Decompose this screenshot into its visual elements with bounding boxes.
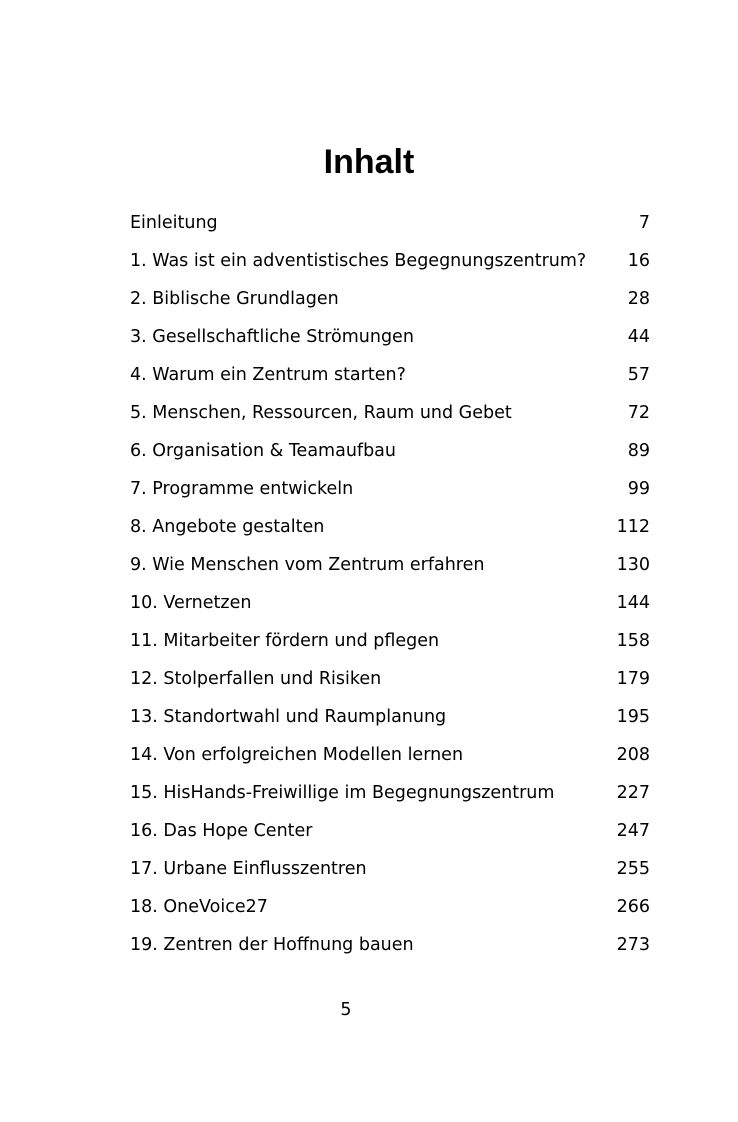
toc-entry-label: 11. Mitarbeiter fördern und pflegen — [130, 631, 440, 651]
toc-entry-chapter-5[interactable] — [130, 394, 650, 432]
toc-entry-label: 7. Programme entwickeln — [130, 479, 354, 499]
toc-entry-chapter-4[interactable] — [130, 356, 650, 394]
toc-entry-chapter-3[interactable] — [130, 318, 650, 356]
toc-entry-label: 3. Gesellschaftliche Strömungen — [130, 327, 414, 347]
toc-entry-label: 14. Von erfolgreichen Modellen lernen — [130, 745, 464, 765]
toc-entry-label: 4. Warum ein Zentrum starten? — [130, 365, 406, 385]
toc-entry-label: 19. Zentren der Hoffnung bauen — [130, 935, 414, 955]
toc-entry-label: 15. HisHands-Freiwillige im Begegnungszentrum — [130, 783, 555, 803]
toc-entry-page: 72 — [627, 403, 650, 423]
toc-entry-label: 5. Menschen, Ressourcen, Raum und Gebet — [130, 403, 512, 423]
toc-entry-label: 16. Das Hope Center — [130, 821, 313, 841]
toc-entry-chapter-17[interactable] — [130, 850, 650, 888]
toc-entry-label: 2. Biblische Grundlagen — [130, 289, 339, 309]
toc-entry-chapter-12[interactable] — [130, 660, 650, 698]
toc-entry-page: 195 — [616, 707, 650, 727]
toc-entry-page: 7 — [638, 213, 650, 233]
toc-entry-page: 144 — [616, 593, 650, 613]
toc-entry-label: 17. Urbane Einflusszentren — [130, 859, 367, 879]
toc-entry-chapter-19[interactable] — [130, 926, 650, 964]
toc-entry-chapter-18[interactable] — [130, 888, 650, 926]
toc-entry-chapter-13[interactable] — [130, 698, 650, 736]
toc-entry-page: 130 — [616, 555, 650, 575]
toc-entry-chapter-9[interactable] — [130, 546, 650, 584]
toc-entry-page: 208 — [616, 745, 650, 765]
toc-entry-chapter-11[interactable] — [130, 622, 650, 660]
toc-entry-label: 6. Organisation & Teamaufbau — [130, 441, 396, 461]
toc-entry-page: 99 — [627, 479, 650, 499]
page-title: Inhalt — [323, 143, 415, 181]
toc-entry-chapter-14[interactable] — [130, 736, 650, 774]
toc-entry-introduction[interactable] — [130, 204, 650, 242]
toc-entry-chapter-8[interactable] — [130, 508, 650, 546]
toc-entry-chapter-10[interactable] — [130, 584, 650, 622]
page-number: 5 — [340, 1000, 352, 1020]
toc-entry-label: 10. Vernetzen — [130, 593, 252, 613]
toc-entry-chapter-6[interactable] — [130, 432, 650, 470]
toc-entry-page: 89 — [627, 441, 650, 461]
toc-entry-chapter-1[interactable] — [130, 242, 650, 280]
table-of-contents — [130, 204, 650, 964]
toc-entry-chapter-16[interactable] — [130, 812, 650, 850]
toc-entry-label: 9. Wie Menschen vom Zentrum erfahren — [130, 555, 485, 575]
toc-entry-page: 255 — [616, 859, 650, 879]
toc-entry-label: Einleitung — [130, 213, 218, 233]
toc-entry-page: 179 — [616, 669, 650, 689]
toc-entry-label: 13. Standortwahl und Raumplanung — [130, 707, 447, 727]
toc-entry-page: 44 — [627, 327, 650, 347]
toc-entry-page: 158 — [616, 631, 650, 651]
toc-entry-page: 247 — [616, 821, 650, 841]
toc-entry-chapter-2[interactable] — [130, 280, 650, 318]
toc-entry-page: 16 — [627, 251, 650, 271]
toc-entry-page: 112 — [616, 517, 650, 537]
toc-entry-chapter-15[interactable] — [130, 774, 650, 812]
toc-entry-page: 273 — [616, 935, 650, 955]
toc-entry-page: 266 — [616, 897, 650, 917]
toc-entry-label: 8. Angebote gestalten — [130, 517, 325, 537]
toc-entry-label: 12. Stolperfallen und Risiken — [130, 669, 382, 689]
toc-entry-label: 18. OneVoice27 — [130, 897, 268, 917]
toc-entry-page: 57 — [627, 365, 650, 385]
toc-entry-page: 227 — [616, 783, 650, 803]
toc-entry-page: 28 — [627, 289, 650, 309]
toc-entry-label: 1. Was ist ein adventistisches Begegnungszentrum? — [130, 251, 587, 271]
toc-entry-chapter-7[interactable] — [130, 470, 650, 508]
